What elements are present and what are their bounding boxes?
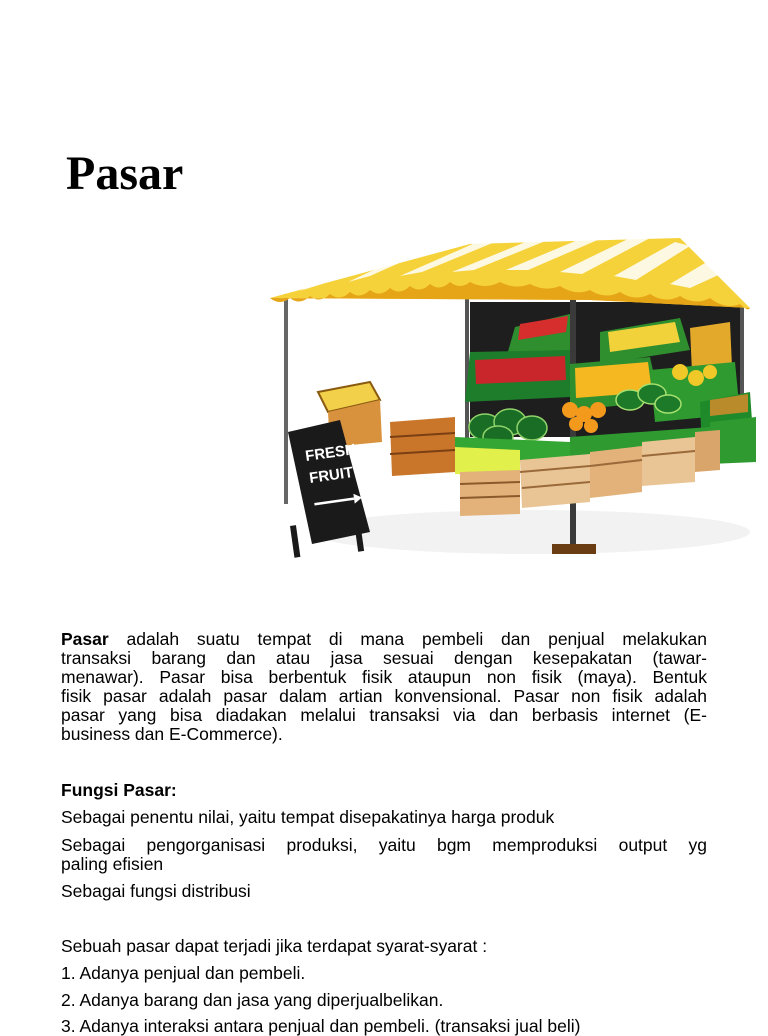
sign-text-line1: FRESH bbox=[304, 441, 357, 465]
sign-text-line2: FRUIT bbox=[308, 463, 355, 487]
function-item-line: Sebagai pengorganisasi produksi, yaitu bgm memproduksi output yg bbox=[61, 835, 707, 855]
requirement-item: 3. Adanya interaksi antara penjual dan pembeli. (transaksi jual beli) bbox=[61, 1016, 581, 1036]
function-item: Sebagai fungsi distribusi bbox=[61, 881, 251, 901]
requirement-item: 1. Adanya penjual dan pembeli. bbox=[61, 963, 306, 983]
functions-heading: Fungsi Pasar: bbox=[61, 780, 177, 800]
intro-line: transaksi barang dan atau jasa sesuai dengan kesepakatan (tawar- bbox=[61, 648, 707, 668]
requirements-intro: Sebuah pasar dapat terjadi jika terdapat syarat-syarat : bbox=[61, 936, 488, 956]
intro-line: fisik pasar adalah pasar dalam artian konvensional. Pasar non fisik adalah bbox=[61, 686, 707, 706]
intro-term: Pasar bbox=[61, 629, 109, 649]
requirement-item: 2. Adanya barang dan jasa yang diperjualbelikan. bbox=[61, 990, 444, 1010]
intro-line: business dan E-Commerce). bbox=[61, 724, 283, 744]
function-item bbox=[61, 836, 707, 874]
intro-paragraph bbox=[61, 630, 707, 744]
page-title: Pasar bbox=[66, 147, 184, 200]
market-stall-illustration bbox=[270, 232, 760, 567]
function-item: Sebagai penentu nilai, yaitu tempat disepakatinya harga produk bbox=[61, 807, 555, 827]
intro-line: menawar). Pasar bisa berbentuk fisik ataupun non fisik (maya). Bentuk bbox=[61, 667, 707, 687]
function-item-line: paling efisien bbox=[61, 854, 164, 874]
intro-line: pasar yang bisa diadakan melalui transaksi via dan berbasis internet (E- bbox=[61, 705, 707, 725]
intro-line: adalah suatu tempat di mana pembeli dan penjual melakukan bbox=[126, 629, 707, 649]
awning bbox=[270, 238, 750, 309]
